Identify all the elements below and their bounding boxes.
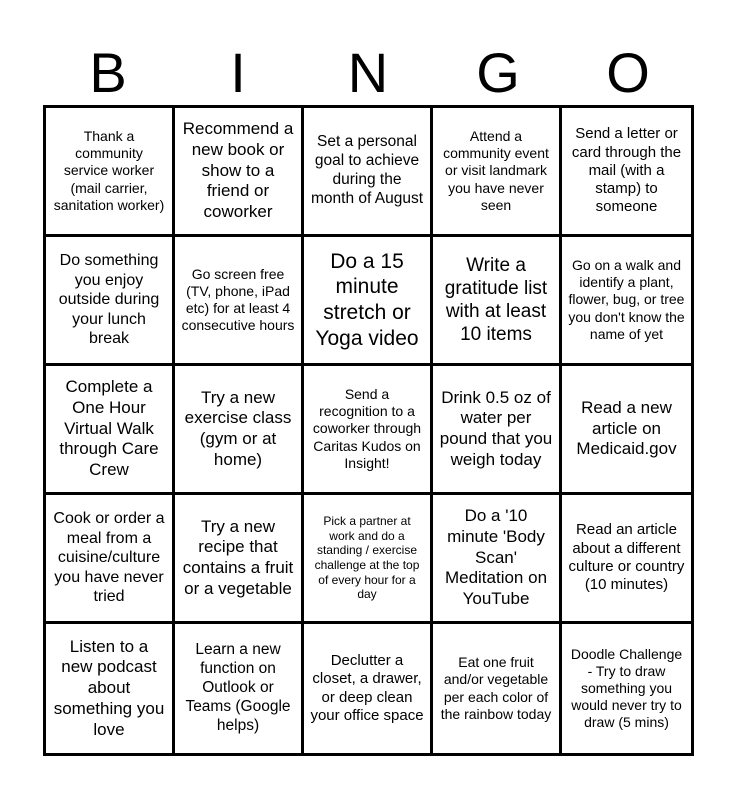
bingo-header	[43, 40, 694, 106]
bingo-cell-r5-c4[interactable]	[433, 624, 562, 753]
bingo-cell-r5-c2[interactable]	[175, 624, 304, 753]
bingo-cell-r2-c2[interactable]	[175, 237, 304, 366]
bingo-cell-r4-c2[interactable]	[175, 495, 304, 624]
bingo-cell-r2-c4[interactable]	[433, 237, 562, 366]
header-letter-b: B	[89, 41, 127, 104]
bingo-cell-text: Cook or order a meal from a cuisine/culture you have never tried	[53, 510, 165, 606]
bingo-cell-r4-c3[interactable]	[304, 495, 433, 624]
bingo-cell-r1-c3[interactable]	[304, 108, 433, 237]
bingo-cell-r1-c4[interactable]	[433, 108, 562, 237]
bingo-cell-text: Try a new recipe that contains a fruit or a vegetable	[182, 516, 294, 598]
bingo-cell-text: Drink 0.5 oz of water per pound that you weigh today	[439, 387, 553, 469]
header-letter-i: I	[230, 41, 246, 104]
bingo-cell-text: Do something you enjoy outside during your lunch break	[58, 252, 160, 348]
bingo-cell-text: Eat one fruit and/or vegetable per each color of the rainbow today	[440, 654, 552, 722]
bingo-cell-text: Listen to a new podcast about something you love	[53, 636, 165, 739]
bingo-cell-text: Send a recognition to a coworker through Caritas Kudos on Insight!	[312, 386, 422, 471]
bingo-cell-text: Pick a partner at work and do a standing / exercise challenge at the top of every hour for a day	[314, 514, 420, 602]
bingo-cell-text: Read a new article on Medicaid.gov	[576, 397, 677, 459]
bingo-cell-r5-c5[interactable]	[562, 624, 691, 753]
bingo-cell-text: Send a letter or card through the mail (with a stamp) to someone	[571, 125, 682, 216]
bingo-cell-r3-c2[interactable]	[175, 366, 304, 495]
header-letter-g: G	[476, 41, 520, 104]
bingo-cell-text: Go screen free (TV, phone, iPad etc) for at least 4 consecutive hours	[181, 265, 295, 334]
bingo-cell-text: Do a 15 minute stretch or Yoga video	[315, 249, 419, 350]
bingo-cell-r4-c1[interactable]	[46, 495, 175, 624]
bingo-cell-r3-c5[interactable]	[562, 366, 691, 495]
bingo-cell-r5-c3[interactable]	[304, 624, 433, 753]
bingo-cell-r3-c4[interactable]	[433, 366, 562, 495]
bingo-cell-text: Do a '10 minute 'Body Scan' Meditation on YouTube	[444, 506, 548, 609]
bingo-cell-text: Learn a new function on Outlook or Teams (Google helps)	[185, 641, 291, 734]
bingo-cell-text: Try a new exercise class (gym or at home)	[184, 387, 292, 469]
bingo-cell-text: Thank a community service worker (mail carrier, sanitation worker)	[53, 128, 165, 213]
bingo-cell-r2-c5[interactable]	[562, 237, 691, 366]
header-letter-n: N	[347, 41, 389, 104]
bingo-cell-r1-c1[interactable]	[46, 108, 175, 237]
bingo-cell-r1-c2[interactable]	[175, 108, 304, 237]
bingo-cell-r2-c1[interactable]	[46, 237, 175, 366]
bingo-cell-text: Attend a community event or visit landmark you have never seen	[443, 128, 549, 213]
bingo-cell-text: Set a personal goal to achieve during the month of August	[310, 133, 424, 207]
bingo-cell-text: Doodle Challenge - Try to draw something you would never try to draw (5 mins)	[570, 645, 683, 731]
bingo-cell-text: Complete a One Hour Virtual Walk through Care Crew	[59, 377, 159, 480]
bingo-cell-text: Recommend a new book or show to a friend or coworker	[182, 119, 294, 222]
bingo-cell-r4-c4[interactable]	[433, 495, 562, 624]
bingo-cell-text: Read an article about a different culture or country (10 minutes)	[568, 521, 685, 594]
bingo-cell-r3-c3[interactable]	[304, 366, 433, 495]
bingo-cell-r1-c5[interactable]	[562, 108, 691, 237]
bingo-cell-r5-c1[interactable]	[46, 624, 175, 753]
header-letter-o: O	[606, 41, 650, 104]
bingo-cell-text: Write a gratitude list with at least 10 items	[444, 254, 548, 346]
bingo-cell-text: Declutter a closet, a drawer, or deep clean your office space	[310, 651, 424, 724]
bingo-grid	[43, 105, 694, 756]
bingo-cell-r3-c1[interactable]	[46, 366, 175, 495]
bingo-cell-r4-c5[interactable]	[562, 495, 691, 624]
bingo-cell-r2-c3[interactable]	[304, 237, 433, 366]
bingo-cell-text: Go on a walk and identify a plant, flower, bug, or tree you don't know the name of yet	[568, 257, 685, 342]
